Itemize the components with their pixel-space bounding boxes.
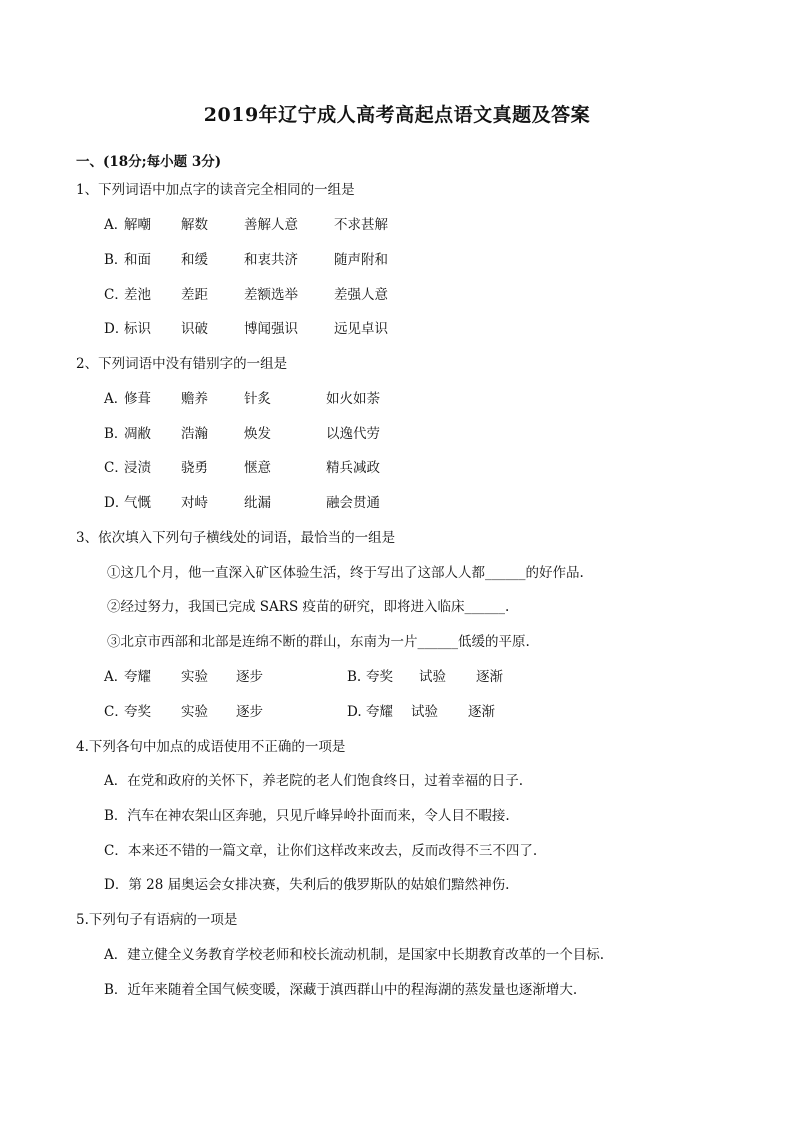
option-word: 逐步 <box>236 669 263 685</box>
option-label: A． <box>104 669 128 685</box>
question-4-stem: 4.下列各句中加点的成语使用不正确的一项是 <box>76 739 346 755</box>
option-word: 识破 <box>181 321 208 337</box>
option-word: 赡养 <box>181 391 208 407</box>
option-label: C． <box>104 460 128 476</box>
option-word: 夸奖 <box>366 669 393 685</box>
option-word: 远见卓识 <box>334 321 388 337</box>
option-word: 解数 <box>181 217 208 233</box>
option-label: A． <box>104 217 128 233</box>
option-label: B. <box>347 669 362 685</box>
option-word: 修葺 <box>124 391 151 407</box>
option-word: 夸耀 <box>124 669 151 685</box>
question-1-stem: 1、下列词语中加点字的读音完全相同的一组是 <box>76 182 355 198</box>
q5-option-b: B．近年来随着全国气候变暖，深藏于滇西群山中的程海湖的蒸发量也逐渐增大. <box>104 982 578 998</box>
option-word: 解嘲 <box>124 217 151 233</box>
option-word: 差额选举 <box>244 287 298 303</box>
option-word: 和缓 <box>181 252 208 268</box>
option-word: 以逸代劳 <box>326 426 380 442</box>
q4-option-b: B．汽车在神农架山区奔驰，只见斤峰异岭扑面而来，令人目不暇接. <box>104 808 510 824</box>
option-word: 标识 <box>124 321 151 337</box>
option-word: 实验 <box>181 669 208 685</box>
option-word: 骁勇 <box>181 460 208 476</box>
option-word: 实验 <box>181 704 208 720</box>
option-word: 对峙 <box>181 495 208 511</box>
option-word: 博闻强识 <box>244 321 298 337</box>
option-label: B． <box>104 426 128 442</box>
question-5-stem: 5.下列句子有语病的一项是 <box>76 912 238 928</box>
q5-option-a: A．建立健全义务教育学校老师和校长流动机制，是国家中长期教育改革的一个目标. <box>104 947 605 963</box>
q4-option-a: A．在党和政府的关怀下，养老院的老人们饱食终日，过着幸福的日子. <box>104 773 524 789</box>
option-word: 融会贯通 <box>326 495 380 511</box>
question-3-stem: 3、依次填入下列句子横线处的词语，最恰当的一组是 <box>76 530 396 546</box>
option-word: 针炙 <box>244 391 271 407</box>
option-word: 差距 <box>181 287 208 303</box>
option-word: 试验 <box>419 669 446 685</box>
page-title: 2019年辽宁成人高考高起点语文真题及答案 <box>203 104 591 126</box>
option-word: 凋敝 <box>124 426 151 442</box>
option-label: A． <box>104 391 128 407</box>
option-word: 善解人意 <box>244 217 298 233</box>
option-word: 不求甚解 <box>334 217 388 233</box>
option-word: 夸奖 <box>124 704 151 720</box>
q3-sentence-2: ②经过努力，我国已完成 SARS 疫苗的研究，即将进入临床______. <box>107 599 510 615</box>
option-word: 惬意 <box>244 460 271 476</box>
option-word: 和衷共济 <box>244 252 298 268</box>
q4-option-d: D．第 28 届奥运会女排决赛，失利后的俄罗斯队的姑娘们黯然神伤. <box>104 877 510 893</box>
q3-sentence-1: ①这几个月，他一直深入矿区体验生活，终于写出了这部人人都______的好作品. <box>107 565 584 581</box>
option-label: D. <box>347 704 362 720</box>
option-word: 如火如荼 <box>326 391 380 407</box>
option-label: D． <box>104 321 129 337</box>
option-word: 浸渍 <box>124 460 151 476</box>
q3-sentence-3: ③北京市西部和北部是连绵不断的群山，东南为一片______低缓的平原. <box>107 634 530 650</box>
option-label: C． <box>104 287 128 303</box>
option-word: 试验 <box>411 704 438 720</box>
q4-option-c: C．本来还不错的一篇文章，让你们这样改来改去，反而改得不三不四了. <box>104 843 538 859</box>
option-word: 逐渐 <box>476 669 503 685</box>
option-word: 焕发 <box>244 426 271 442</box>
option-word: 逐渐 <box>468 704 495 720</box>
question-2-stem: 2、下列词语中没有错别字的一组是 <box>76 356 288 372</box>
option-word: 差强人意 <box>334 287 388 303</box>
option-word: 差池 <box>124 287 151 303</box>
option-label: B． <box>104 252 128 268</box>
option-label: D． <box>104 495 129 511</box>
option-label: C． <box>104 704 128 720</box>
option-word: 夸耀 <box>366 704 393 720</box>
section-heading: 一、(18分;每小题 3分) <box>76 154 222 170</box>
option-word: 浩瀚 <box>181 426 208 442</box>
option-word: 随声附和 <box>334 252 388 268</box>
option-word: 逐步 <box>236 704 263 720</box>
option-word: 和面 <box>124 252 151 268</box>
option-word: 纰漏 <box>244 495 271 511</box>
option-word: 气慨 <box>124 495 151 511</box>
option-word: 精兵减政 <box>326 460 380 476</box>
